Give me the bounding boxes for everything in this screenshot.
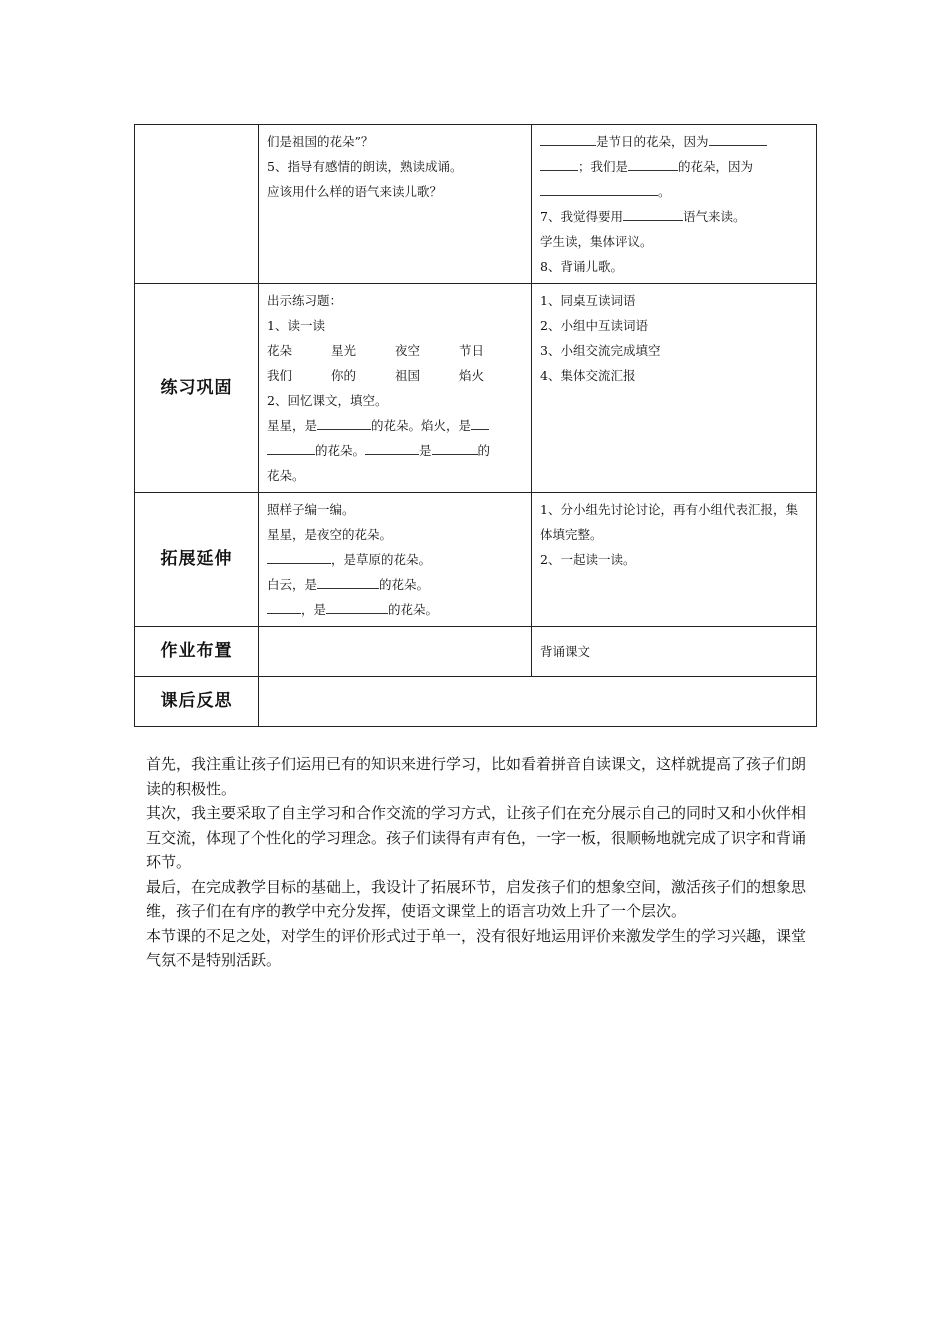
teacher-activity-cell (259, 284, 532, 493)
student-line: 3、小组交流完成填空 (540, 343, 661, 358)
blank-underline (709, 131, 767, 146)
teacher-line: 们是祖国的花朵”？ (267, 134, 374, 149)
blank-underline (471, 415, 489, 430)
table-row-homework (135, 627, 817, 677)
reflection-paragraph: 其次，我主要采取了自主学习和合作交流的学习方式，让孩子们在充分展示自己的同时又和小伙伴相互交流，体现了个性化的学习理念。孩子们读得有声有色，一字一板，很顺畅地就完成了识字和背诵环节。 (146, 804, 807, 871)
student-line (540, 204, 808, 229)
teacher-text: 是 (419, 443, 432, 458)
teacher-text: 的花朵。 (379, 577, 430, 592)
student-text: 是节日的花朵，因为 (596, 134, 709, 149)
blank-underline (628, 156, 678, 171)
student-line: 4、集体交流汇报 (540, 368, 636, 383)
blank-underline (267, 440, 315, 455)
student-line: 学生读，集体评议。 (540, 234, 653, 249)
table-row-extension (135, 493, 817, 627)
student-text: 7、我觉得要用 (540, 209, 623, 224)
teacher-activity-cell (259, 493, 532, 627)
reflection-cell (259, 677, 817, 727)
table-row-reflection (135, 677, 817, 727)
student-text: 的花朵，因为 (678, 159, 754, 174)
homework-text: 背诵课文 (540, 644, 591, 659)
word-list-row (267, 363, 523, 388)
blank-underline (432, 440, 478, 455)
row-label-reading (135, 125, 259, 284)
blank-underline (365, 440, 419, 455)
teacher-activity-cell (259, 627, 532, 677)
teacher-text: 的 (477, 443, 491, 458)
row-label-reflection: 课后反思 (135, 677, 259, 727)
row-label-practice: 练习巩固 (135, 284, 259, 493)
teaching-reflection (146, 752, 818, 973)
teacher-text: 的花朵。焰火，是 (371, 418, 472, 433)
blank-underline (623, 206, 683, 221)
blank-underline (540, 156, 578, 171)
teacher-line: 星星，是夜空的花朵。 (267, 527, 393, 542)
teacher-line: 2、回忆课文，填空。 (267, 393, 388, 408)
teacher-line (267, 413, 523, 438)
teacher-line: 5、指导有感情的朗读，熟读成诵。 (267, 159, 463, 174)
student-activity-cell (532, 125, 817, 284)
teacher-line (267, 597, 523, 622)
teacher-line (267, 438, 523, 463)
teacher-text: 的花朵。 (315, 443, 366, 458)
student-line (540, 129, 808, 154)
reflection-paragraph: 最后，在完成教学目标的基础上，我设计了拓展环节，启发孩子们的想象空间，激活孩子们的想象思维，孩子们在有序的教学中充分发挥，使语文课堂上的语言功效上升了一个层次。 (146, 877, 807, 920)
lesson-plan-table (134, 124, 817, 727)
word-item: 花朵 (267, 343, 293, 358)
blank-underline (267, 549, 331, 564)
student-text: ；我们是 (578, 159, 629, 174)
row-label-extension: 拓展延伸 (135, 493, 259, 627)
teacher-line: 花朵。 (267, 468, 305, 483)
word-item: 星光 (331, 343, 357, 358)
blank-underline (317, 574, 379, 589)
reflection-paragraph: 首先，我注重让孩子们运用已有的知识来进行学习，比如看着拼音自读课文，这样就提高了孩子们朗读的积极性。 (146, 755, 807, 798)
teacher-line (267, 547, 523, 572)
teacher-line: 照样子编一编。 (267, 502, 355, 517)
student-activity-cell (532, 284, 817, 493)
student-line: 1、分小组先讨论讨论，再有小组代表汇报，集体填完整。 (540, 502, 798, 542)
student-line: 2、一起读一读。 (540, 552, 636, 567)
word-item: 节日 (459, 343, 485, 358)
teacher-line: 出示练习题： (267, 293, 343, 308)
table-row-reading (135, 125, 817, 284)
word-item: 我们 (267, 368, 293, 383)
student-activity-cell (532, 493, 817, 627)
table-row-practice (135, 284, 817, 493)
row-label-homework: 作业布置 (135, 627, 259, 677)
word-item: 祖国 (395, 368, 421, 383)
student-line (540, 154, 808, 179)
student-line: 1、同桌互读词语 (540, 293, 636, 308)
student-line: 8、背诵儿歌。 (540, 259, 623, 274)
teacher-activity-cell (259, 125, 532, 284)
teacher-text: 白云，是 (267, 577, 318, 592)
student-line: 2、小组中互读词语 (540, 318, 648, 333)
student-line (540, 179, 808, 204)
blank-underline (267, 599, 301, 614)
word-item: 焰火 (459, 368, 485, 383)
word-item: 夜空 (395, 343, 421, 358)
blank-underline (540, 181, 658, 196)
word-item: 你的 (331, 368, 357, 383)
teacher-line: 应该用什么样的语气来读儿歌？ (267, 184, 443, 199)
student-text: 语气来读。 (682, 209, 746, 224)
teacher-text: 星星，是 (267, 418, 318, 433)
blank-underline (540, 131, 596, 146)
blank-underline (317, 415, 371, 430)
blank-underline (326, 599, 388, 614)
teacher-text: 的花朵。 (388, 602, 439, 617)
student-text: 。 (658, 184, 671, 199)
teacher-line: 1、读一读 (267, 318, 325, 333)
teacher-text: ，是草原的花朵。 (331, 552, 432, 567)
word-list-row (267, 338, 523, 363)
teacher-line (267, 572, 523, 597)
reflection-paragraph: 本节课的不足之处，对学生的评价形式过于单一，没有很好地运用评价来激发学生的学习兴趣，课堂气氛不是特别活跃。 (146, 926, 807, 969)
teacher-text: ，是 (301, 602, 327, 617)
student-activity-cell (532, 627, 817, 677)
